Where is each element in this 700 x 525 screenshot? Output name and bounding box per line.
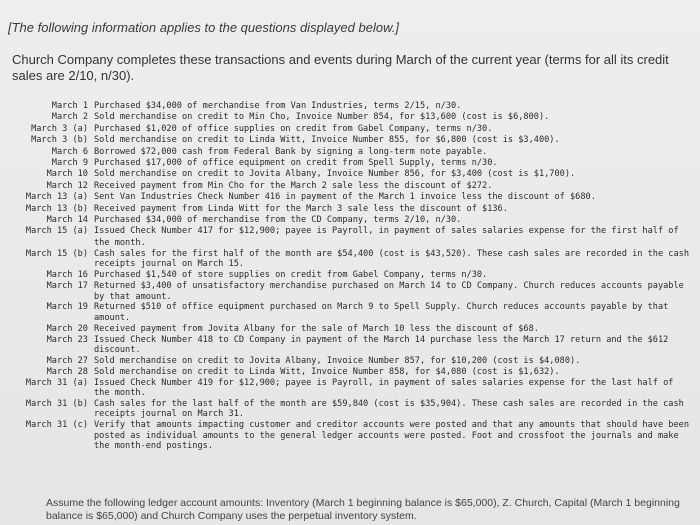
transaction-date: March 31 (a) xyxy=(25,377,88,388)
transaction-description: Purchased $17,000 of office equipment on credit from Spell Supply, terms n/30. xyxy=(94,157,498,168)
transaction-date: March 6 xyxy=(51,146,88,157)
transaction-row xyxy=(18,399,694,420)
transaction-date: March 15 (b) xyxy=(25,248,88,259)
transaction-row xyxy=(18,215,694,226)
transaction-date: March 28 xyxy=(46,366,88,377)
transaction-date: March 12 xyxy=(46,180,88,191)
transaction-row xyxy=(18,324,694,335)
transaction-row xyxy=(18,335,694,356)
transaction-date: March 20 xyxy=(46,323,88,334)
transaction-date: March 13 (b) xyxy=(25,203,88,214)
transaction-row xyxy=(18,270,694,281)
transaction-description: Issued Check Number 418 to CD Company in payment of the March 14 purchase less the March 17 return and the $612 discount. xyxy=(94,334,669,356)
transaction-date: March 15 (a) xyxy=(25,226,88,237)
intro-text: Church Company completes these transactions and events during March of the current year (terms for all its credit sales are 2/10, n/30). xyxy=(12,52,669,83)
transaction-row xyxy=(18,147,694,158)
transaction-row xyxy=(18,181,694,192)
transaction-date: March 14 xyxy=(46,214,88,225)
ledger-assumption-text: Assume the following ledger account amounts: Inventory (March 1 beginning balance is $65,000), Z. Church, Capital (March 1 beginning balance is $65,000) and Church Company uses the perpetual inventory system. xyxy=(46,497,680,522)
transaction-row xyxy=(18,356,694,367)
transaction-description: Received payment from Linda Witt for the March 3 sale less the discount of $136. xyxy=(94,203,508,214)
transaction-row xyxy=(18,169,694,180)
transaction-row xyxy=(18,101,694,112)
transaction-date: March 27 xyxy=(46,355,88,366)
transaction-description: Received payment from Jovita Albany for the sale of March 10 less the discount of $68. xyxy=(94,323,539,334)
transaction-row xyxy=(18,192,694,203)
transaction-date: March 13 (a) xyxy=(25,192,88,203)
transaction-row xyxy=(18,420,694,452)
transaction-row xyxy=(18,204,694,215)
transaction-row xyxy=(18,302,694,323)
transaction-row xyxy=(18,249,694,270)
transaction-row xyxy=(18,367,694,378)
transaction-row xyxy=(18,124,694,135)
transaction-description: Sold merchandise on credit to Jovita Albany, Invoice Number 856, for $3,400 (cost is $1,700). xyxy=(94,169,576,180)
transaction-row xyxy=(18,112,694,123)
transaction-date: March 10 xyxy=(46,169,88,180)
transaction-description: Purchased $34,000 of merchandise from Van Industries, terms 2/15, n/30. xyxy=(94,101,462,111)
transaction-description: Purchased $1,540 of store supplies on credit from Gabel Company, terms n/30. xyxy=(94,270,488,281)
transaction-date: March 2 xyxy=(51,112,88,123)
transaction-description: Borrowed $72,000 cash from Federal Bank by signing a long-term note payable. xyxy=(94,146,488,157)
transaction-description: Received payment from Min Cho for the March 2 sale less the discount of $272. xyxy=(94,180,493,191)
transaction-date: March 1 xyxy=(51,101,88,111)
transaction-description: Issued Check Number 419 for $12,900; payee is Payroll, in payment of sales salaries expense for the last half of the month. xyxy=(94,377,674,399)
transaction-description: Cash sales for the first half of the month are $54,400 (cost is $43,520). These cash sales are recorded in the cash receipts journal on March 15. xyxy=(94,248,689,270)
transaction-description: Cash sales for the last half of the month are $59,840 (cost is $35,904). These cash sales are recorded in the cash receipts journal on March 31. xyxy=(94,398,684,420)
transaction-description: Sent Van Industries Check Number 416 in payment of the March 1 invoice less the discount of $680. xyxy=(94,192,596,203)
transaction-description: Sold merchandise on credit to Linda Witt, Invoice Number 858, for $4,080 (cost is $1,632). xyxy=(94,366,560,377)
transaction-date: March 23 xyxy=(46,334,88,345)
info-note: [The following information applies to the questions displayed below.] xyxy=(8,20,399,35)
transaction-description: Verify that amounts impacting customer and creditor accounts were posted and that any amounts that should have been posted as individual amounts to the general ledger accounts were posted. Foot and crossfoot the journals and make the month-end postings. xyxy=(94,420,689,452)
transaction-description: Sold merchandise on credit to Linda Witt, Invoice Number 855, for $6,800 (cost is $3,400). xyxy=(94,135,560,146)
transaction-description: Returned $510 of office equipment purchased on March 9 to Spell Supply. Church reduces accounts payable by that amount. xyxy=(94,302,669,324)
transaction-date: March 31 (b) xyxy=(25,398,88,409)
transaction-date: March 3 (b) xyxy=(31,135,88,146)
transaction-date: March 3 (a) xyxy=(31,123,88,134)
transaction-description: Issued Check Number 417 for $12,900; payee is Payroll, in payment of sales salaries expense for the first half of the month. xyxy=(94,226,679,248)
transaction-row xyxy=(18,158,694,169)
transaction-date: March 16 xyxy=(46,270,88,281)
transaction-description: Returned $3,400 of unsatisfactory merchandise purchased on March 14 to CD Company. Church reduces accounts payable by that amount. xyxy=(94,281,684,302)
transaction-date: March 19 xyxy=(46,302,88,313)
transaction-description: Sold merchandise on credit to Min Cho, Invoice Number 854, for $13,600 (cost is $6,800). xyxy=(94,112,550,123)
transaction-description: Purchased $34,000 of merchandise from the CD Company, terms 2/10, n/30. xyxy=(94,214,462,225)
transaction-description: Sold merchandise on credit to Jovita Albany, Invoice Number 857, for $10,200 (cost is $4,080). xyxy=(94,355,581,366)
transaction-row xyxy=(18,135,694,146)
transaction-row xyxy=(18,281,694,302)
transaction-description: Purchased $1,020 of office supplies on credit from Gabel Company, terms n/30. xyxy=(94,123,493,134)
transactions-list xyxy=(18,101,694,452)
transaction-date: March 9 xyxy=(51,157,88,168)
transaction-row xyxy=(18,378,694,399)
transaction-date: March 17 xyxy=(46,281,88,292)
transaction-date: March 31 (c) xyxy=(25,420,88,431)
transaction-row xyxy=(18,226,694,249)
